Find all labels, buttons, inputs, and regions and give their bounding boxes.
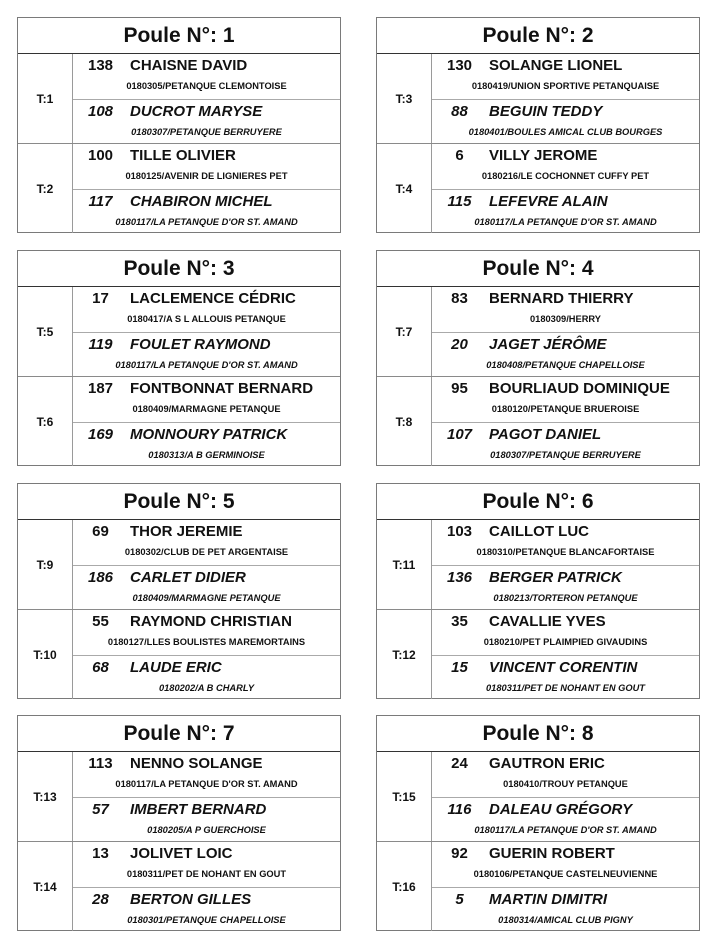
player-number: 13	[92, 845, 109, 862]
player-number: 28	[92, 890, 109, 908]
player-entry	[73, 377, 340, 422]
poule-card	[376, 250, 700, 466]
player-number: 17	[92, 290, 109, 307]
player-number: 103	[446, 523, 473, 540]
player-name: BOURLIAUD DOMINIQUE	[489, 380, 670, 397]
player-entry	[432, 797, 699, 842]
team-label: T:12	[377, 610, 432, 699]
player-name: JAGET JÉRÔME	[489, 335, 607, 353]
player-entry	[73, 842, 340, 887]
player-entry	[432, 54, 699, 99]
player-name: DUCROT MARYSE	[130, 102, 263, 120]
team-players	[73, 54, 340, 143]
team-row	[377, 376, 699, 466]
player-club: 0180311/PET DE NOHANT EN GOUT	[486, 682, 645, 693]
player-club: 0180314/AMICAL CLUB PIGNY	[498, 914, 633, 925]
team-row	[18, 54, 340, 143]
player-club: 0180213/TORTERON PETANQUE	[493, 592, 638, 603]
player-number: 20	[451, 335, 468, 353]
player-name: FONTBONNAT BERNARD	[130, 380, 314, 397]
team-row	[377, 287, 699, 376]
team-row	[18, 287, 340, 376]
player-number: 100	[87, 147, 114, 164]
player-name: CHAISNE DAVID	[130, 57, 248, 74]
team-players	[73, 752, 340, 841]
poule-title: Poule N°: 3	[18, 251, 340, 287]
player-number: 117	[88, 192, 113, 210]
team-players	[432, 377, 699, 466]
player-club: 0180210/PET PLAIMPIED GIVAUDINS	[483, 637, 648, 647]
team-row	[18, 376, 340, 466]
player-entry	[73, 54, 340, 99]
player-entry	[432, 887, 699, 932]
team-row	[18, 752, 340, 841]
player-entry	[73, 797, 340, 842]
team-players	[432, 610, 699, 699]
player-number: 119	[88, 335, 113, 353]
player-number: 107	[446, 425, 473, 443]
player-entry	[73, 752, 340, 797]
player-number: 95	[451, 380, 468, 397]
team-row	[18, 520, 340, 609]
player-club: 0180117/LA PETANQUE D'OR ST. AMAND	[115, 216, 298, 227]
player-name: RAYMOND CHRISTIAN	[130, 613, 292, 630]
team-label: T:16	[377, 842, 432, 931]
player-club: 0180301/PETANQUE CHAPELLOISE	[127, 914, 286, 925]
player-entry	[73, 610, 340, 655]
player-name: LEFEVRE ALAIN	[489, 192, 608, 210]
player-name: LACLEMENCE CÉDRIC	[130, 290, 296, 307]
poule-title: Poule N°: 5	[18, 484, 340, 520]
player-entry	[432, 752, 699, 797]
team-label: T:1	[18, 54, 73, 143]
player-number: 92	[451, 845, 468, 862]
player-entry	[432, 565, 699, 610]
player-name: VINCENT CORENTIN	[489, 658, 638, 676]
player-name: IMBERT BERNARD	[130, 800, 267, 818]
player-number: 68	[92, 658, 109, 676]
player-entry	[432, 99, 699, 144]
player-name: PAGOT DANIEL	[489, 425, 602, 443]
team-row	[377, 520, 699, 609]
player-name: CAVALLIE YVES	[489, 613, 606, 630]
player-club: 0180313/A B GERMINOISE	[148, 449, 265, 460]
player-entry	[73, 99, 340, 144]
player-club: 0180305/PETANQUE CLEMONTOISE	[126, 81, 287, 91]
player-number: 116	[447, 800, 472, 818]
player-club: 0180117/LA PETANQUE D'OR ST. AMAND	[115, 359, 298, 370]
player-name: DALEAU GRÉGORY	[489, 800, 633, 818]
player-number: 6	[455, 147, 464, 164]
player-club: 0180410/TROUY PETANQUE	[503, 779, 628, 789]
player-entry	[432, 520, 699, 565]
team-label: T:13	[18, 752, 73, 841]
player-entry	[432, 422, 699, 467]
player-number: 57	[92, 800, 109, 818]
player-entry	[432, 842, 699, 887]
poule-card	[17, 17, 341, 233]
player-entry	[73, 655, 340, 700]
player-entry	[73, 422, 340, 467]
poule-card	[376, 483, 700, 699]
player-number: 15	[451, 658, 468, 676]
poule-title: Poule N°: 2	[377, 18, 699, 54]
team-label: T:15	[377, 752, 432, 841]
player-club: 0180117/LA PETANQUE D'OR ST. AMAND	[115, 779, 298, 789]
team-label: T:4	[377, 144, 432, 233]
player-name: BERTON GILLES	[130, 890, 252, 908]
team-label: T:7	[377, 287, 432, 376]
player-entry	[73, 144, 340, 189]
team-players	[73, 144, 340, 233]
player-name: BEGUIN TEDDY	[489, 102, 603, 120]
player-number: 83	[451, 290, 468, 307]
player-name: GUERIN ROBERT	[489, 845, 615, 862]
player-club: 0180409/MARMAGNE PETANQUE	[132, 404, 281, 414]
player-name: BERNARD THIERRY	[489, 290, 634, 307]
player-name: LAUDE ERIC	[130, 658, 222, 676]
player-name: GAUTRON ERIC	[489, 755, 605, 772]
player-number: 115	[447, 192, 472, 210]
player-entry	[73, 887, 340, 932]
team-players	[73, 842, 340, 931]
player-club: 0180417/A S L ALLOUIS PETANQUE	[127, 314, 286, 324]
poule-title: Poule N°: 6	[377, 484, 699, 520]
player-club: 0180409/MARMAGNE PETANQUE	[132, 592, 281, 603]
poule-title: Poule N°: 7	[18, 716, 340, 752]
team-players	[73, 610, 340, 699]
player-entry	[432, 332, 699, 377]
player-club: 0180106/PETANQUE CASTELNEUVIENNE	[473, 869, 658, 879]
team-players	[432, 520, 699, 609]
player-club: 0180117/LA PETANQUE D'OR ST. AMAND	[474, 216, 657, 227]
player-name: MARTIN DIMITRI	[489, 890, 608, 908]
player-name: TILLE OLIVIER	[130, 147, 236, 164]
player-club: 0180419/UNION SPORTIVE PETANQUAISE	[471, 81, 660, 91]
team-label: T:9	[18, 520, 73, 609]
team-players	[432, 842, 699, 931]
player-number: 187	[87, 380, 114, 397]
player-entry	[73, 332, 340, 377]
team-row	[377, 143, 699, 233]
player-entry	[432, 287, 699, 332]
team-row	[18, 841, 340, 931]
team-row	[18, 143, 340, 233]
player-number: 24	[451, 755, 468, 772]
team-label: T:5	[18, 287, 73, 376]
team-row	[377, 841, 699, 931]
player-number: 55	[92, 613, 109, 630]
player-number: 186	[87, 568, 114, 586]
team-players	[432, 144, 699, 233]
player-name: MONNOURY PATRICK	[130, 425, 288, 443]
player-club: 0180127/LLES BOULISTES MAREMORTAINS	[107, 637, 306, 647]
player-club: 0180120/PETANQUE BRUEROISE	[491, 404, 640, 414]
player-number: 88	[451, 102, 468, 120]
team-label: T:3	[377, 54, 432, 143]
player-entry	[73, 287, 340, 332]
player-number: 138	[87, 57, 114, 74]
player-club: 0180408/PETANQUE CHAPELLOISE	[486, 359, 645, 370]
player-entry	[432, 189, 699, 234]
player-club: 0180309/HERRY	[530, 314, 601, 324]
team-row	[377, 752, 699, 841]
team-players	[73, 377, 340, 466]
poule-title: Poule N°: 4	[377, 251, 699, 287]
player-entry	[73, 189, 340, 234]
player-entry	[432, 655, 699, 700]
player-number: 5	[455, 890, 464, 908]
player-club: 0180310/PETANQUE BLANCAFORTAISE	[476, 547, 655, 557]
player-name: CARLET DIDIER	[130, 568, 246, 586]
player-number: 113	[88, 755, 113, 772]
player-number: 130	[446, 57, 473, 74]
player-entry	[73, 520, 340, 565]
team-row	[377, 609, 699, 699]
player-club: 0180302/CLUB DE PET ARGENTAISE	[124, 547, 289, 557]
team-label: T:11	[377, 520, 432, 609]
team-players	[73, 287, 340, 376]
player-name: NENNO SOLANGE	[130, 755, 263, 772]
poule-title: Poule N°: 8	[377, 716, 699, 752]
poule-card	[376, 715, 700, 931]
player-entry	[73, 565, 340, 610]
poule-card	[17, 250, 341, 466]
player-club: 0180202/A B CHARLY	[158, 682, 255, 693]
player-name: VILLY JEROME	[489, 147, 598, 164]
player-name: JOLIVET LOIC	[130, 845, 233, 862]
player-entry	[432, 144, 699, 189]
player-club: 0180125/AVENIR DE LIGNIERES PET	[125, 171, 288, 181]
team-label: T:8	[377, 377, 432, 466]
team-players	[432, 54, 699, 143]
player-number: 35	[451, 613, 468, 630]
player-club: 0180216/LE COCHONNET CUFFY PET	[481, 171, 650, 181]
poule-card	[17, 715, 341, 931]
player-name: CHABIRON MICHEL	[130, 192, 273, 210]
team-players	[432, 752, 699, 841]
poule-title: Poule N°: 1	[18, 18, 340, 54]
player-club: 0180205/A P GUERCHOISE	[147, 824, 266, 835]
team-row	[18, 609, 340, 699]
player-number: 169	[87, 425, 114, 443]
poule-card	[376, 17, 700, 233]
team-label: T:14	[18, 842, 73, 931]
team-label: T:6	[18, 377, 73, 466]
player-name: THOR JEREMIE	[130, 523, 243, 540]
player-name: FOULET RAYMOND	[130, 335, 271, 353]
team-row	[377, 54, 699, 143]
player-club: 0180311/PET DE NOHANT EN GOUT	[126, 869, 287, 879]
player-number: 136	[446, 568, 473, 586]
player-club: 0180307/PETANQUE BERRUYERE	[490, 449, 641, 460]
team-label: T:2	[18, 144, 73, 233]
player-club: 0180401/BOULES AMICAL CLUB BOURGES	[468, 126, 663, 137]
player-entry	[432, 610, 699, 655]
player-name: SOLANGE LIONEL	[489, 57, 623, 74]
player-number: 69	[92, 523, 109, 540]
player-name: CAILLOT LUC	[489, 523, 589, 540]
team-players	[73, 520, 340, 609]
player-number: 108	[87, 102, 114, 120]
player-entry	[432, 377, 699, 422]
player-club: 0180117/LA PETANQUE D'OR ST. AMAND	[474, 824, 657, 835]
team-players	[432, 287, 699, 376]
poule-card	[17, 483, 341, 699]
player-name: BERGER PATRICK	[489, 568, 622, 586]
player-club: 0180307/PETANQUE BERRUYERE	[131, 126, 282, 137]
team-label: T:10	[18, 610, 73, 699]
